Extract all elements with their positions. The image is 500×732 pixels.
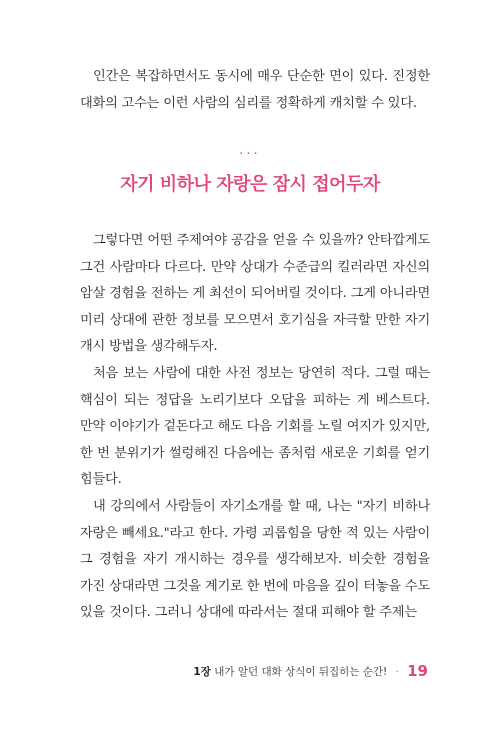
running-footer (193, 662, 428, 680)
footer-separator: · (395, 667, 399, 678)
chapter-label: 1장 (193, 666, 211, 678)
body-paragraph-2: 처음 보는 사람에 대한 사전 정보는 당연히 적다. 그럴 때는 핵심이 되는 정답을 노리기보다 오답을 피하는 게 베스트다. 만약 이야기가 겉돈다고 해도 다음 기회를 노릴 여지가 있지만, 한 번 분위기가 썰렁해진 다음에는 좀처럼 새로운 기회를 얻기 힘들다. (80, 366, 430, 487)
page-number: 19 (407, 662, 428, 680)
body-paragraph-3: 내 강의에서 사람들이 자기소개를 할 때, 나는 "자기 비하나 자랑은 빼세요."라고 한다. 가령 괴롭힘을 당한 적 있는 사람이 그 경험을 자기 개시하는 경우를 생각해보자. 비슷한 경험을 가진 상대라면 그것을 계기로 한 번에 마음을 깊이 터놓을 수도 있을 것이다. 그러니 상대에 따라서는 절대 피해야 할 주제는 (80, 499, 430, 620)
section-ornament: ··· (239, 147, 261, 162)
body-paragraph-1: 그렇다면 어떤 주제여야 공감을 얻을 수 있을까? 안타깝게도 그건 사람마다 다르다. 만약 상대가 수준급의 킬러라면 자신의 암살 경험을 전하는 게 최선이 되어버릴 것이다. 그게 아니라면 미리 상대에 관한 정보를 모으면서 호기심을 자극할 만한 자기 개시 방법을 생각해두자. (80, 233, 430, 354)
section-title: 자기 비하나 자랑은 잠시 접어두자 (120, 174, 380, 195)
chapter-title: 내가 알던 대화 상식이 뒤집히는 순간! (214, 666, 388, 678)
intro-paragraph: 인간은 복잡하면서도 동시에 매우 단순한 면이 있다. 진정한 대화의 고수는 이런 사람의 심리를 정확하게 캐치할 수 있다. (80, 69, 430, 111)
